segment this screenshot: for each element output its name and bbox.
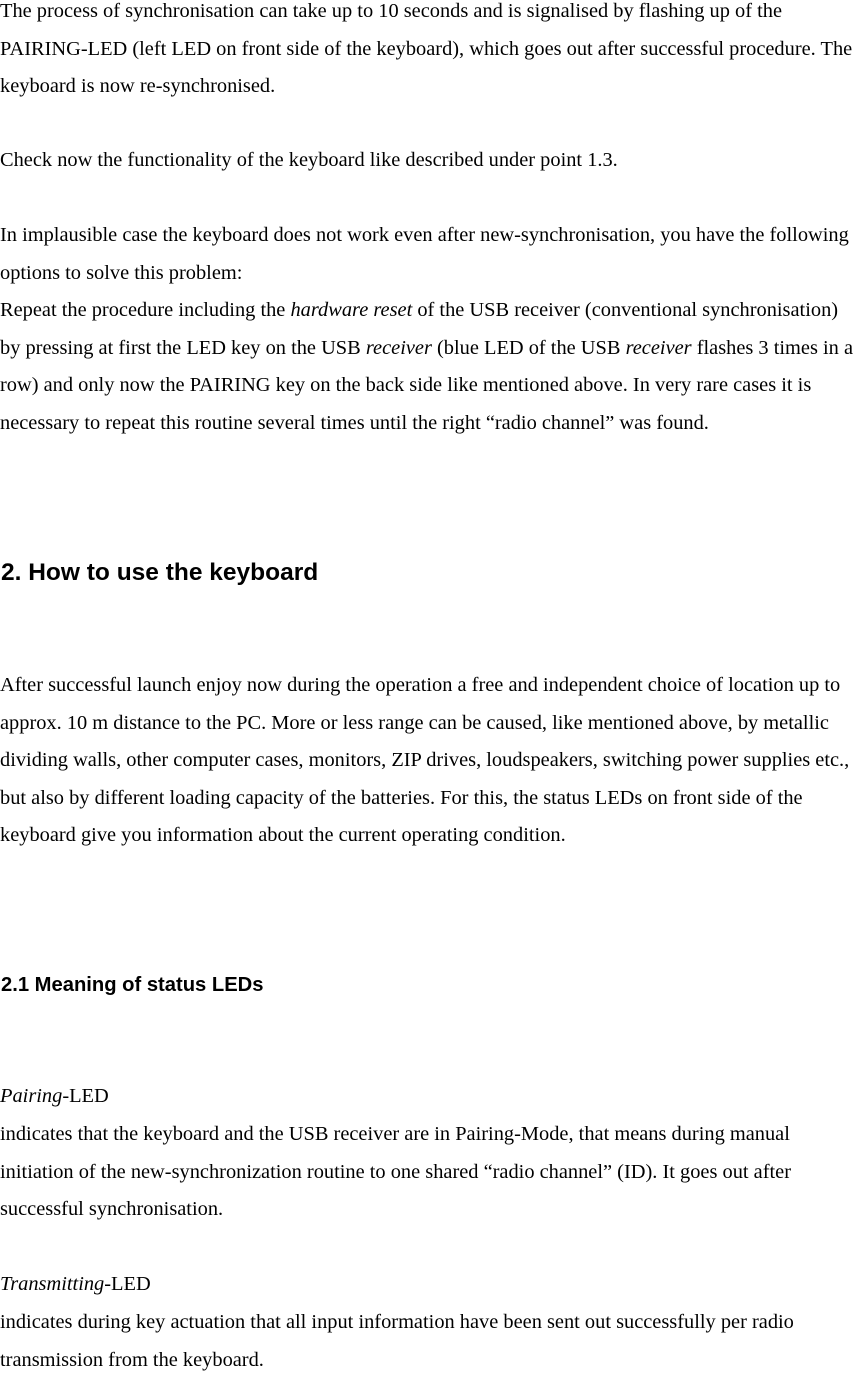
pairing-led-suffix: -LED	[62, 1085, 109, 1107]
section-2-heading: 2. How to use the keyboard	[1, 559, 319, 586]
section-2-1-heading: 2.1 Meaning of status LEDs	[1, 974, 264, 996]
transmitting-led-title	[0, 1266, 862, 1304]
hardware-reset-term: hardware reset	[290, 299, 413, 321]
transmitting-led-description: indicates during key actuation that all input information have been sent out successfully per radio transmission from the keyboard.	[0, 1311, 794, 1371]
repeat-text-2: of the USB receiver (conventional synchronisation) by pressing at first the LED key on the USB	[0, 299, 839, 359]
pairing-led-title	[0, 1078, 862, 1116]
receiver-term: receiver	[365, 336, 432, 359]
repeat-text-4: flashes 3 times in a row) and only now the PAIRING key on the back side like mentioned above. In very rare cases it is necessary to repeat this routine several times until the right “radio channel” was found.	[0, 336, 854, 434]
sync-process-paragraph: The process of synchronisation can take up to 10 seconds and is signalised by flashing up of the PAIRING-LED (left LED on front side of the keyboard), which goes out after successful procedure. The keyboard is now re-synchronised.	[0, 0, 853, 97]
pairing-led-name: Pairing	[0, 1085, 63, 1107]
repeat-text-3: (blue LED of the USB	[431, 336, 626, 359]
repeat-procedure-paragraph	[0, 292, 862, 442]
pairing-led-description: indicates that the keyboard and the USB receiver are in Pairing-Mode, that means during manual initiation of the new-synchronization routine to one shared “radio channel” (ID). It goes out after successful synchronisation.	[0, 1123, 791, 1220]
repeat-text-1: Repeat the procedure including the	[0, 299, 291, 321]
after-launch-paragraph: After successful launch enjoy now during the operation a free and independent choice of location up to approx. 10 m distance to the PC. More or less range can be caused, like mentioned above, by metallic dividing walls, other computer cases, monitors, ZIP drives, loudspeakers, switching power supplies etc., but also by different loading capacity of the batteries. For this, the status LEDs on front side of the keyboard give you information about the current operating condition.	[0, 674, 850, 846]
transmitting-led-name: Transmitting	[0, 1273, 105, 1295]
check-functionality-paragraph: Check now the functionality of the keyboard like described under point 1.3.	[0, 149, 618, 171]
receiver-term: receiver	[625, 336, 692, 359]
implausible-case-paragraph: In implausible case the keyboard does not work even after new-synchronisation, you have the following options to solve this problem:	[0, 224, 849, 284]
transmitting-led-suffix: -LED	[104, 1273, 151, 1295]
